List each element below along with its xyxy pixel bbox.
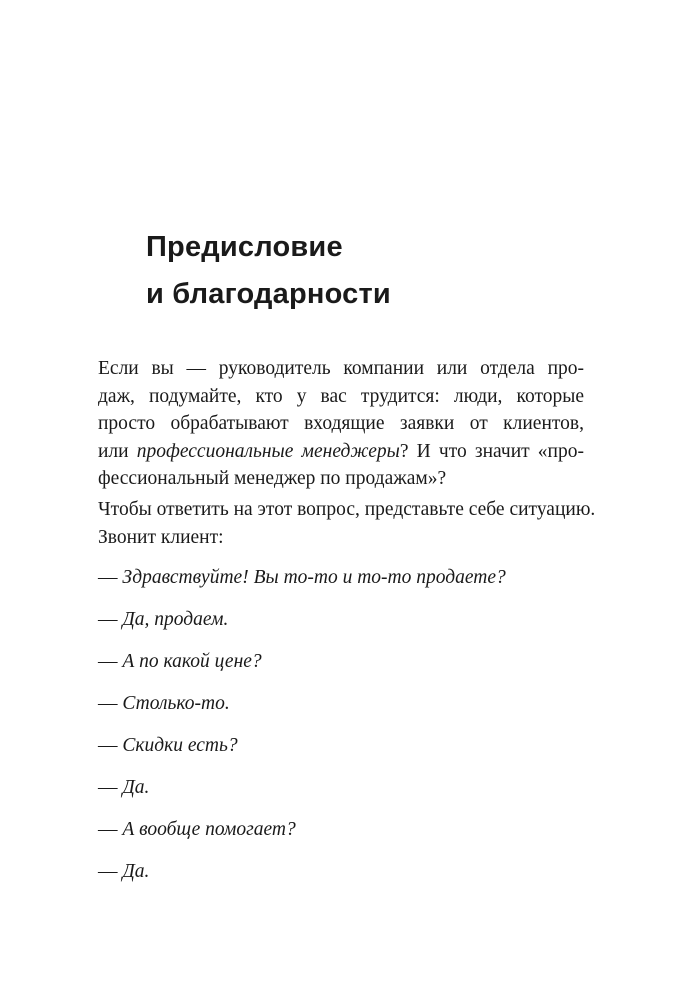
dialog-text: Да, продаем.: [122, 609, 229, 630]
dialog-text: А по какой цене?: [122, 651, 262, 672]
dialog-dash: —: [98, 735, 123, 756]
dialog-line: [98, 858, 584, 886]
paragraph-line: Чтобы ответить на этот вопрос, представьте себе ситуацию.: [98, 499, 596, 520]
dialog-dash: —: [98, 777, 123, 798]
paragraph-text: или: [98, 440, 137, 462]
dialog-text: Да.: [122, 861, 150, 882]
chapter-heading-line-2: и благодарности: [146, 278, 391, 310]
dialog-text: Скидки есть?: [122, 735, 238, 756]
paragraph-line: просто обрабатывают входящие заявки от клиентов,: [98, 413, 584, 434]
chapter-heading-line-1: Предисловие: [146, 231, 343, 263]
chapter-heading: [146, 224, 391, 318]
dialog-line: [98, 816, 584, 844]
paragraph-line: [98, 438, 584, 466]
dialog-dash: —: [98, 693, 123, 714]
dialog-dash: —: [98, 651, 123, 672]
dialog-text: Здравствуйте! Вы то-то и то-то продаете?: [122, 567, 506, 588]
dialog-line: [98, 564, 584, 592]
dialog-line: [98, 774, 584, 802]
paragraph-line: фессиональный менеджер по продажам»?: [98, 468, 447, 489]
dialog-dash: —: [98, 819, 123, 840]
dialog-line: [98, 732, 584, 760]
paragraph-text: ? И что значит «про-: [399, 440, 584, 462]
paragraph-situation: [98, 496, 596, 551]
paragraph-line: даж, подумайте, кто у вас трудится: люди, которые: [98, 385, 584, 407]
dialog-text: Столько-то.: [122, 693, 230, 714]
dialog-line: [98, 648, 584, 676]
dialog-dash: —: [98, 861, 123, 882]
emphasis-text: профессиональные менеджеры: [136, 440, 400, 462]
paragraph-line: Звонит клиент:: [98, 526, 224, 548]
paragraph-line: Если вы — руководитель компании или отдела про-: [98, 358, 584, 379]
dialog-line: [98, 606, 584, 634]
paragraph-intro: [98, 355, 584, 493]
dialog-dash: —: [98, 609, 123, 630]
dialog-text: Да.: [122, 777, 150, 798]
dialog-line: [98, 690, 584, 718]
dialog-text: А вообще помогает?: [122, 819, 296, 840]
dialog-dash: —: [98, 567, 123, 588]
